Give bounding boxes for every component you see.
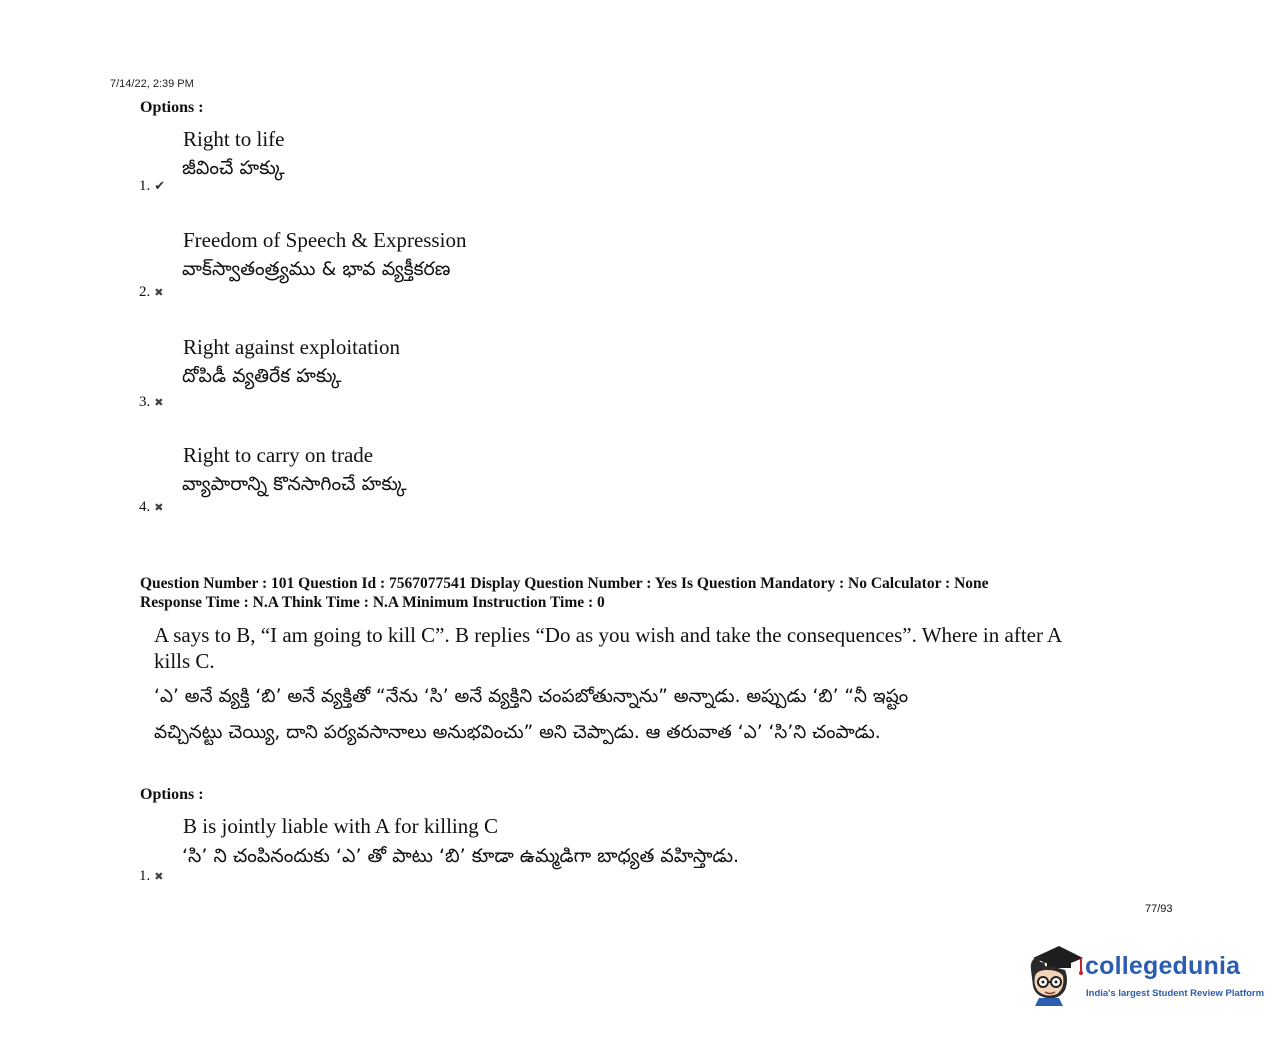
logo-tagline: India's largest Student Review Platform (1086, 988, 1265, 999)
question-text-telugu-line-2: వచ్చినట్టు చెయ్యి, దాని పర్యవసానాలు అనుభవించు” అని చెప్పాడు. ఆ తరువాత ‘ఎ’ ‘సి’ని చంపాడు. (154, 722, 881, 743)
option-number: 4. (139, 499, 151, 515)
collegedunia-logo (1025, 940, 1265, 1010)
question-meta-line-1: Question Number : 101 Question Id : 7567077541 Display Question Number : Yes Is Question Mandatory : No Calculator : None (140, 575, 989, 592)
logo-wordmark: collegedunia (1085, 952, 1241, 980)
option-3-english: Right against exploitation (183, 335, 400, 359)
option-number: 1. (139, 178, 151, 194)
print-timestamp: 7/14/22, 2:39 PM (110, 78, 194, 90)
options-label: Options : (140, 99, 204, 116)
question-text-english: A says to B, “I am going to kill C”. B replies “Do as you wish and take the consequences”. Where in after A kills C. (154, 623, 1062, 673)
cross-icon: ✖ (154, 396, 164, 409)
option-4-english: Right to carry on trade (183, 443, 374, 467)
option-1-telugu: జీవించే హక్కు (182, 157, 285, 179)
question-text-telugu-line-1: ‘ఎ’ అనే వ్యక్తి ‘బి’ అనే వ్యక్తితో “నేను ‘సి’ అనే వ్యక్తిని చంపబోతున్నాను” అన్నాడు. అప్పుడు ‘బి’ “నీ ఇష్టం (154, 686, 909, 707)
question-meta-line-2: Response Time : N.A Think Time : N.A Minimum Instruction Time : 0 (140, 594, 605, 611)
option-number: 2. (139, 284, 151, 300)
option-3-number-row (139, 394, 163, 411)
q101-option-1-telugu: ‘సి’ ని చంపినందుకు ‘ఎ’ తో పాటు ‘బి’ కూడా ఉమ్మడిగా బాధ్యత వహిస్తాడు. (182, 845, 740, 867)
option-1-english: Right to life (183, 127, 285, 151)
mascot-icon (1025, 940, 1085, 1006)
cross-icon: ✖ (154, 870, 164, 883)
option-2-english: Freedom of Speech & Expression (183, 228, 467, 252)
cross-icon: ✖ (154, 286, 164, 299)
page-number: 77/93 (1145, 903, 1173, 915)
cross-icon: ✖ (154, 501, 164, 514)
option-1-number-row (139, 178, 165, 195)
q101-option-1-english: B is jointly liable with A for killing C (183, 814, 499, 838)
option-number: 3. (139, 394, 151, 410)
check-icon: ✔ (154, 179, 166, 194)
option-2-number-row (139, 284, 163, 301)
q101-option-1-number-row (139, 868, 163, 885)
options-label: Options : (140, 786, 204, 803)
option-4-telugu: వ్యాపారాన్ని కొనసాగించే హక్కు (182, 473, 407, 495)
option-4-number-row (139, 499, 163, 516)
option-number: 1. (139, 868, 151, 884)
option-3-telugu: దోపిడీ వ్యతిరేక హక్కు (182, 365, 342, 387)
option-2-telugu: వాక్‌స్వాతంత్ర్యము & భావ వ్యక్తీకరణ (182, 258, 451, 280)
